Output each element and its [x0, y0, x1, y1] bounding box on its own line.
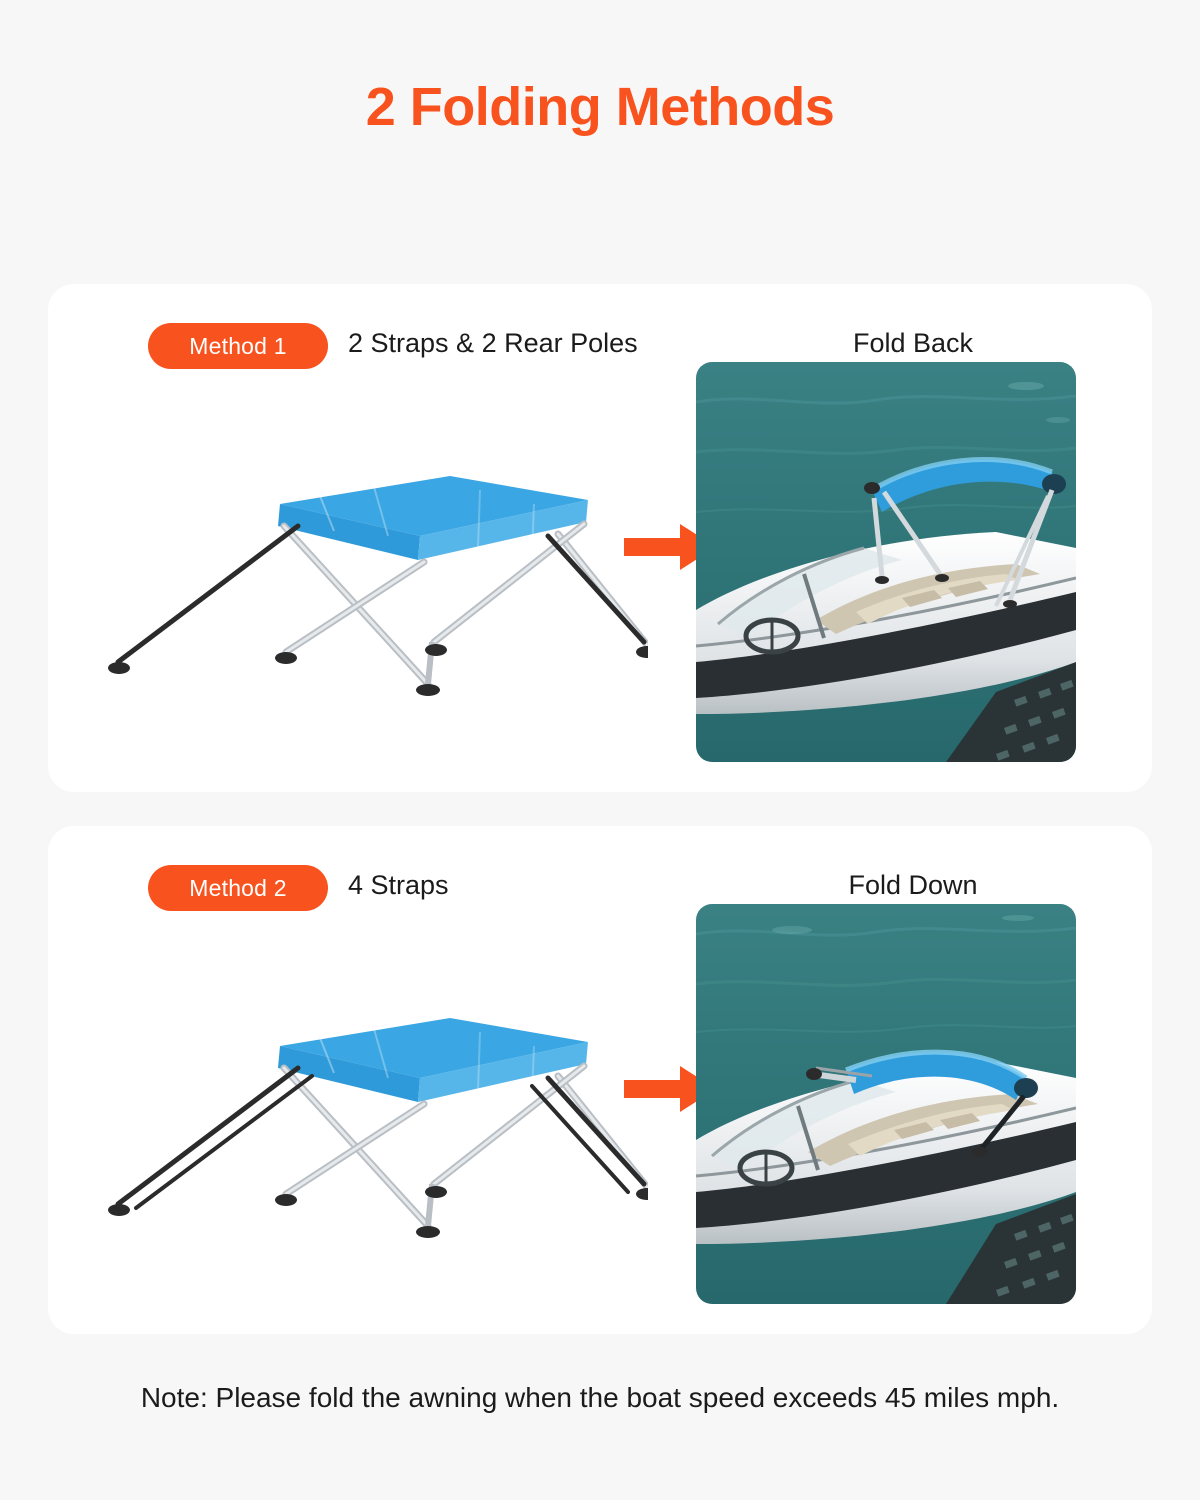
method-2-badge: Method 2	[148, 865, 328, 911]
method-2-description: 4 Straps	[348, 870, 449, 900]
method-1-photo	[696, 362, 1076, 762]
method-card-2	[48, 826, 1152, 1334]
page-title: 2 Folding Methods	[365, 77, 835, 137]
footer-note: Note: Please fold the awning when the boat speed exceeds 45 miles mph.	[140, 1382, 1060, 1413]
method-2-photo	[696, 904, 1076, 1304]
method-card-1	[48, 284, 1152, 792]
method-2-fold-label: Fold Down	[848, 870, 978, 900]
method-1-description: 2 Straps & 2 Rear Poles	[348, 328, 638, 358]
method-1-illustration	[88, 384, 648, 774]
method-1-fold-label: Fold Back	[852, 328, 974, 358]
method-1-badge: Method 1	[148, 323, 328, 369]
method-2-illustration	[88, 926, 648, 1316]
